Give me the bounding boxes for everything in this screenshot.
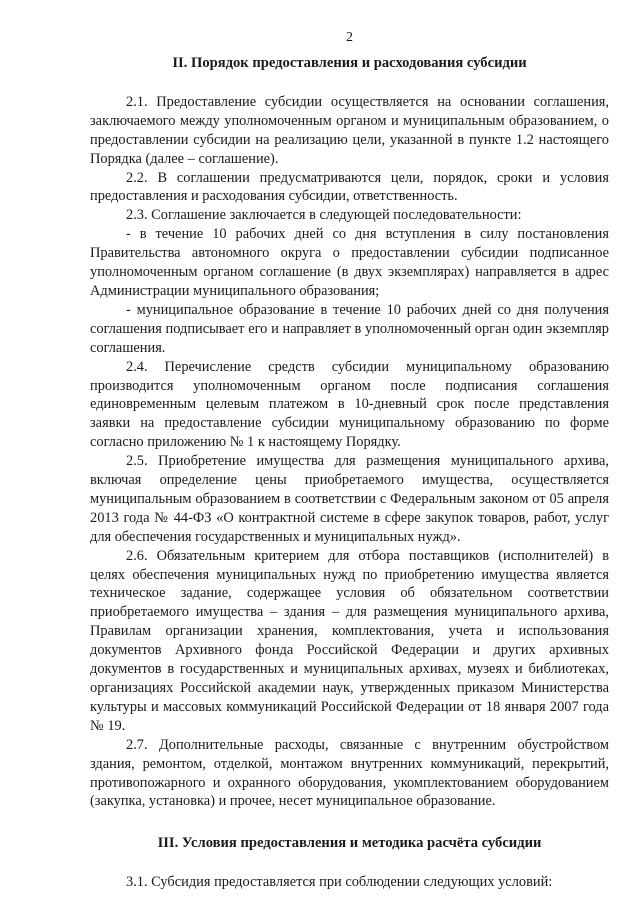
paragraph-2-3-item-2: - муниципальное образование в течение 10 рабочих дней со дня получения соглашения подписывает его и направляет в уполномоченный орган один экземпляр соглашения. [90,301,609,356]
paragraph-2-3-item-1: - в течение 10 рабочих дней со дня вступления в силу постановления Правительства автономного округа о предоставлении субсидии подписанное уполномоченным органом соглашение (в двух экземплярах) направляется в адрес Администрации муниципального образования; [90,226,609,299]
paragraph-2-3: 2.3. Соглашение заключается в следующей последовательности: [126,207,522,224]
paragraph-2-1: 2.1. Предоставление субсидии осуществляется на основании соглашения, заключаемого между уполномоченным органом и муниципальным образованием, о предоставлении субсидии на реализацию цели, указанной в пункте 1.2 настоящего Порядка (далее – соглашение). [90,93,609,167]
paragraph-2-4: 2.4. Перечисление средств субсидии муниципальному образованию производится уполномоченным органом после подписания соглашения единовременным целевым платежом в 10-дневный срок после представления заявки на предоставление субсидии муниципальному образованию по форме согласно приложению № 1 к настоящему Порядку. [90,358,609,451]
paragraph-2-7: 2.7. Дополнительные расходы, связанные с внутренним обустройством здания, ремонтом, отделкой, монтажом внутренних коммуникаций, перекрытий, противопожарного и охранного оборудования, укомплектованием оборудованием (закупка, установка) и прочее, несет муниципальное образование. [90,736,609,810]
section-3-heading: III. Условия предоставления и методика расчёта субсидии [157,835,542,852]
paragraph-2-5: 2.5. Приобретение имущества для размещения муниципального архива, включая определение цены приобретаемого имущества, осуществляется муниципальным образованием в соответствии с Федеральным законом от 05 апреля 2013 года № 44-ФЗ «О контрактной системе в сфере закупок товаров, работ, услуг для обеспечения государственных и муниципальных нужд». [90,453,609,545]
section-2-heading: II. Порядок предоставления и расходования субсидии [172,55,527,71]
paragraph-2-6: 2.6. Обязательным критерием для отбора поставщиков (исполнителей) в целях обеспечения муниципальных нужд по приобретению имущества является техническое задание, содержащее условия об обязательном соответствии приобретаемого имущества – здания – для размещения муниципального архива, Правилам организации хранения, комплектования, учета и использования документов Архивного фонда Российской Федерации и других архивных документов в государственных и муниципальных архивах, музеях и библиотеках, организациях Российской академии наук, утвержденных приказом Министерства культуры и массовых коммуникаций Российской Федерации от 18 января 2007 года № 19. [90,547,609,734]
page-number: 2 [346,30,353,45]
paragraph-2-2: 2.2. В соглашении предусматриваются цели, порядок, сроки и условия предоставления и расходования субсидии, ответственность. [90,169,609,205]
paragraph-3-1: 3.1. Субсидия предоставляется при соблюдении следующих условий: [126,874,553,891]
